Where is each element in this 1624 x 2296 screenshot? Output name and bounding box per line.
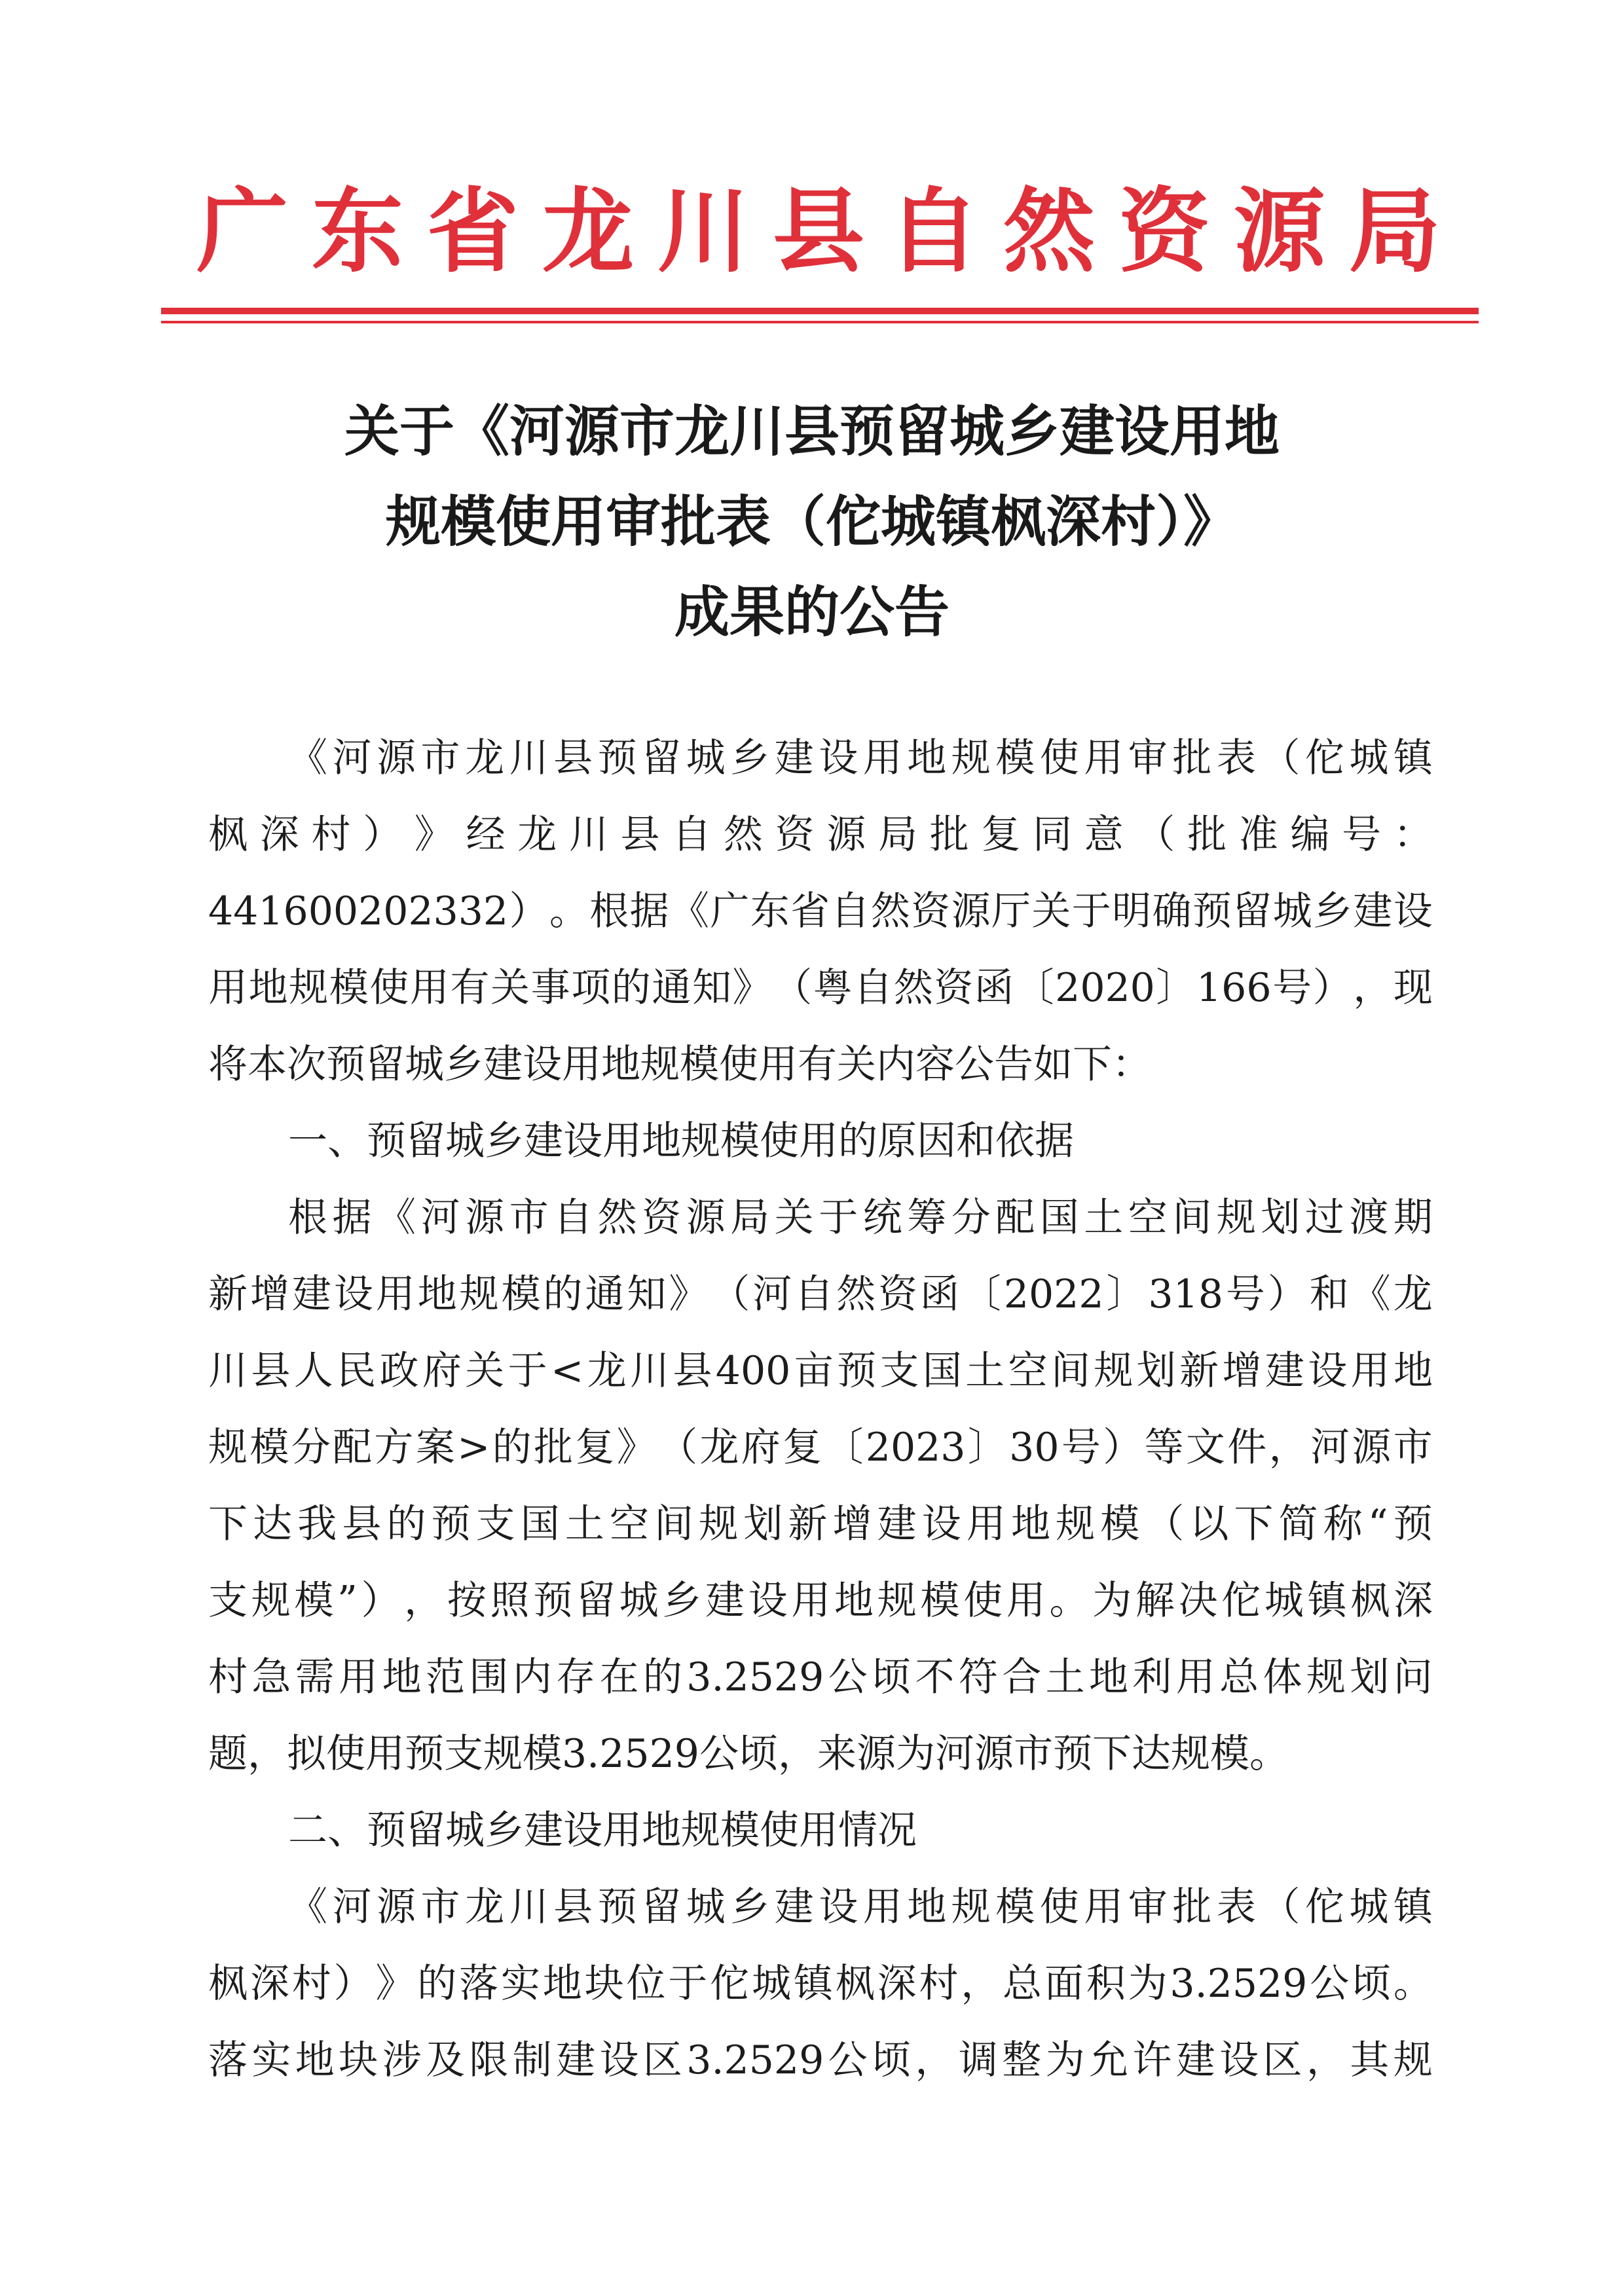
letterhead-char: 川 xyxy=(657,179,749,285)
letterhead-char: 县 xyxy=(772,179,864,285)
body-line: 枫 深 村 ） 》 的 落 实 地 块 位 于 佗 城 镇 枫 深 村 ， 总 面 积 为 3.2529 公 顷 。 xyxy=(208,1961,1433,2007)
body-line: 下 达 我 县 的 预 支 国 土 空 间 规 划 新 增 建 设 用 地 规 模 （ 以 下 简 称 “ 预 xyxy=(208,1501,1433,1547)
document-body xyxy=(208,729,1433,2107)
body-line: 规 模 分 配 方 案 > 的 批 复 》 （ 龙 府 复 〔 2023 〕 30 号 ） 等 文 件 ， 河 源 市 xyxy=(208,1425,1433,1470)
letterhead-char: 然 xyxy=(1003,179,1095,285)
letterhead-char: 龙 xyxy=(542,179,634,285)
title-line: 成果的公告 xyxy=(674,580,950,644)
body-line: 枫 深 村 ） 》 经 龙 川 县 自 然 资 源 局 批 复 同 意 （ 批 准 编 号 ： xyxy=(208,812,1433,858)
document-title xyxy=(157,386,1467,657)
body-line: 新 增 建 设 用 地 规 模 的 通 知 》 （ 河 自 然 资 函 〔 2022 〕 318 号 ） 和 《 龙 xyxy=(208,1271,1433,1317)
letterhead-char: 广 xyxy=(196,179,289,285)
body-line: 支 规 模 ” ） ， 按 照 预 留 城 乡 建 设 用 地 规 模 使 用 。 为 解 决 佗 城 镇 枫 深 xyxy=(208,1578,1433,1624)
body-line: 《 河 源 市 龙 川 县 预 留 城 乡 建 设 用 地 规 模 使 用 审 批 表 （ 佗 城 镇 xyxy=(288,1884,1433,1930)
body-line: 题，拟使用预支规模3.2529公顷，来源为河源市预下达规模。 xyxy=(208,1731,1289,1777)
letterhead-char: 源 xyxy=(1233,179,1325,285)
section-heading: 一、预留城乡建设用地规模使用的原因和依据 xyxy=(288,1118,1074,1164)
letterhead-char: 资 xyxy=(1118,179,1210,285)
body-line: 根 据 《 河 源 市 自 然 资 源 局 关 于 统 筹 分 配 国 土 空 间 规 划 过 渡 期 xyxy=(288,1195,1433,1241)
body-line: 川 县 人 民 政 府 关 于 < 龙 川 县 400 亩 预 支 国 土 空 间 规 划 新 增 建 设 用 地 xyxy=(208,1348,1433,1394)
title-line: 规模使用审批表（佗城镇枫深村）》 xyxy=(385,490,1238,554)
letterhead-rule-thick xyxy=(161,308,1479,314)
body-line: 落 实 地 块 涉 及 限 制 建 设 区 3.2529 公 顷 ， 调 整 为 允 许 建 设 区 ， 其 规 xyxy=(208,2037,1433,2083)
letterhead-rule-thin xyxy=(161,321,1479,323)
title-line: 关于《河源市龙川县预留城乡建设用地 xyxy=(344,399,1280,464)
letterhead-agency-name xyxy=(196,177,1441,288)
body-line: 用 地 规 模 使 用 有 关 事 项 的 通 知 》 （ 粤 自 然 资 函 〔 2020 〕 166 号 ） ， 现 xyxy=(208,965,1433,1011)
letterhead-char: 省 xyxy=(426,179,519,285)
letterhead-char: 自 xyxy=(887,179,980,285)
letterhead-char: 东 xyxy=(311,179,403,285)
body-line: 441600202332 ） 。 根 据 《 广 东 省 自 然 资 源 厅 关 于 明 确 预 留 城 乡 建 设 xyxy=(208,888,1433,934)
body-line: 村 急 需 用 地 范 围 内 存 在 的 3.2529 公 顷 不 符 合 土 地 利 用 总 体 规 划 问 xyxy=(208,1654,1433,1700)
body-line: 《 河 源 市 龙 川 县 预 留 城 乡 建 设 用 地 规 模 使 用 审 批 表 （ 佗 城 镇 xyxy=(288,735,1433,781)
letterhead-char: 局 xyxy=(1348,179,1441,285)
body-line: 将本次预留城乡建设用地规模使用有关内容公告如下： xyxy=(208,1042,1151,1087)
section-heading: 二、预留城乡建设用地规模使用情况 xyxy=(288,1808,917,1853)
